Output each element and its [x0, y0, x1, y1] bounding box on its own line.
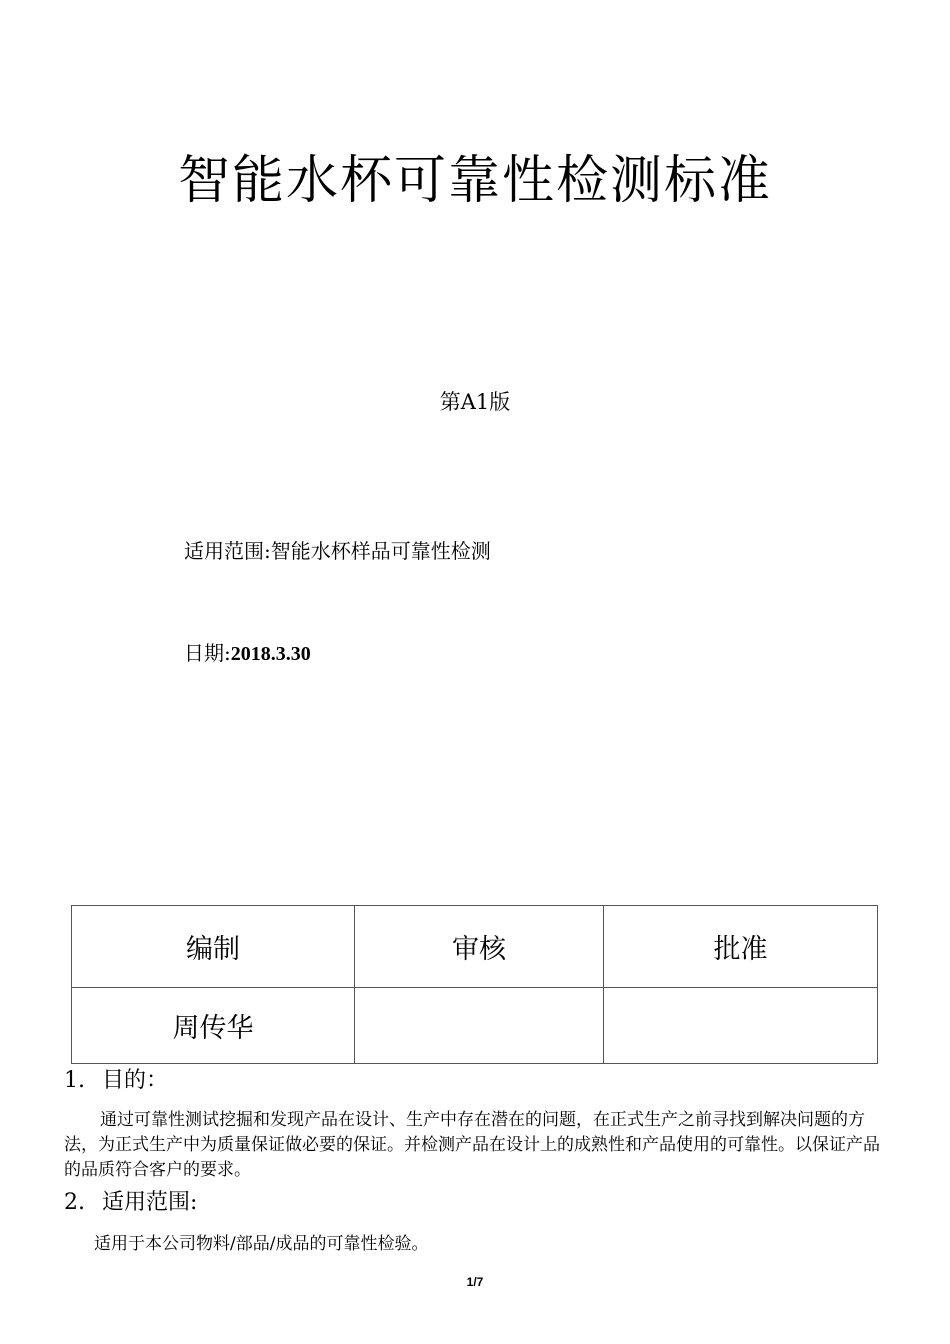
section-1-number: 1.	[64, 1068, 85, 1093]
date-value: 2018.3.30	[230, 643, 311, 665]
section-1-heading	[64, 1068, 168, 1094]
header-compiled-by: 编制	[72, 906, 355, 988]
section-2-number: 2.	[64, 1190, 85, 1215]
header-reviewed-by: 审核	[355, 906, 604, 988]
header-approved-by: 批准	[604, 906, 878, 988]
page-number: 1/7	[466, 1275, 484, 1289]
section-1-title: 目的：	[102, 1068, 169, 1093]
approval-header-row	[72, 906, 878, 988]
document-title: 智能水杯可靠性检测标准	[177, 151, 772, 211]
scope-value: 智能水杯样品可靠性检测	[270, 539, 491, 563]
section-1-body: 通过可靠性测试挖掘和发现产品在设计、生产中存在潜在的问题，在正式生产之前寻找到解决问题的方法，为正式生产中为质量保证做必要的保证。并检测产品在设计上的成熟性和产品使用的可靠性。以保证产品的品质符合客户的要求。	[64, 1110, 880, 1180]
version-label: 第A1版	[439, 390, 511, 414]
date-line	[184, 640, 311, 667]
section-2-title: 适用范围:	[102, 1190, 198, 1215]
scope-label: 适用范围:	[184, 539, 271, 563]
scope-line	[184, 538, 491, 564]
date-label: 日期:	[184, 641, 231, 665]
approval-value-row	[72, 988, 878, 1064]
section-2-heading	[64, 1190, 197, 1216]
value-reviewed-by	[355, 988, 604, 1064]
value-approved-by	[604, 988, 878, 1064]
section-2-body: 适用于本公司物料/部品/成品的可靠性检验。	[94, 1234, 429, 1254]
approval-table	[71, 905, 878, 1064]
value-compiled-by: 周传华	[72, 988, 355, 1064]
